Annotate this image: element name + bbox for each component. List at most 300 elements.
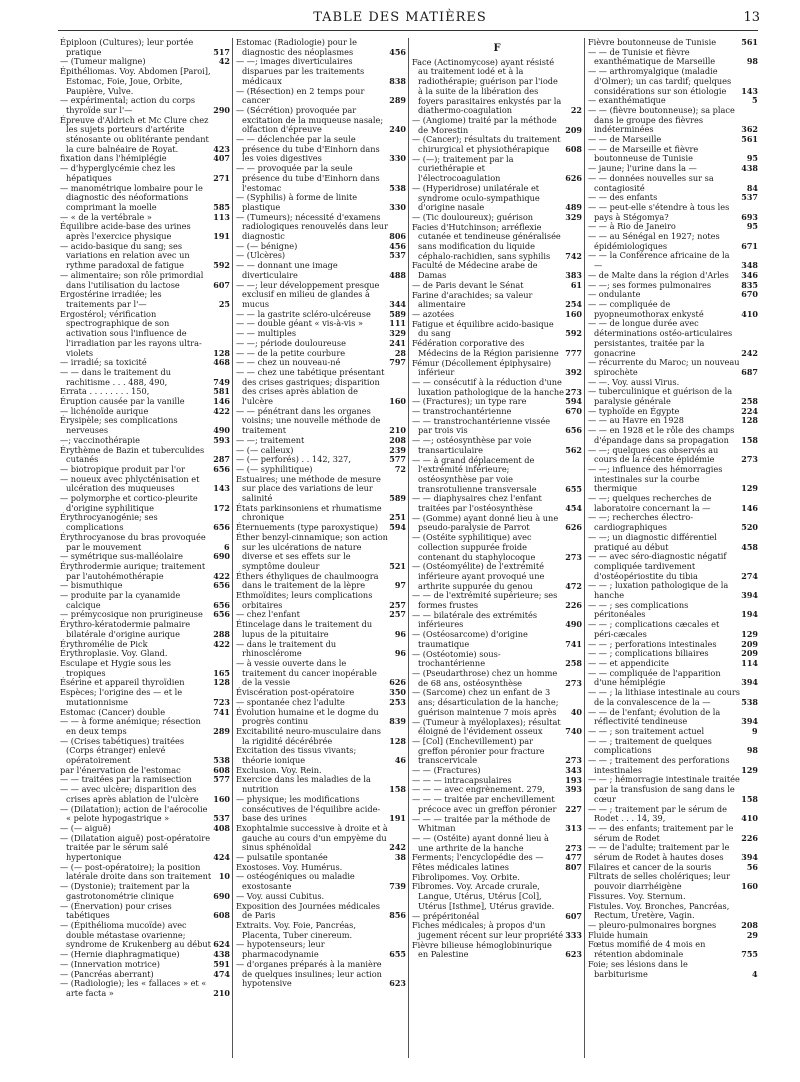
index-entry-text: — de Malte dans la région d'Arles xyxy=(588,269,729,280)
index-entry xyxy=(412,941,582,960)
index-entry xyxy=(412,921,582,940)
index-entry xyxy=(588,513,758,532)
page-reference: 690 xyxy=(213,890,230,901)
page-reference: 456 xyxy=(389,46,406,57)
page-title: TABLE DES MATIÈRES xyxy=(313,10,487,25)
page-reference: 626 xyxy=(565,173,582,184)
page-reference: 46 xyxy=(394,755,406,766)
index-entry-text: — —; ostéosynthèse par voie transarticulaire xyxy=(412,435,532,455)
index-entry xyxy=(588,775,758,804)
index-entry-text: — (Ulcères) xyxy=(236,250,286,261)
page-reference: 348 xyxy=(741,260,758,271)
index-entry-text: Fièvre bilieuse hémoglobinurique en Palestine xyxy=(412,939,552,960)
index-entry-text: Excitation des tissus vivants; théorie ionique xyxy=(236,745,357,766)
page-reference: 158 xyxy=(741,793,758,804)
page-reference: 129 xyxy=(741,483,758,494)
index-entry-text: Exposition des Journées médicales de Paris xyxy=(236,900,380,921)
page-reference: 490 xyxy=(565,619,582,630)
page-reference: 690 xyxy=(213,551,230,562)
page-reference: 454 xyxy=(565,503,582,514)
index-entry-text: Filaires et cancer de la souris xyxy=(588,861,712,872)
page-reference: 626 xyxy=(565,522,582,533)
index-column-4 xyxy=(588,38,758,979)
index-entry-text: Exophtalmie successive à droite et à gauche au cours d'un empyème du sinus sphénoïdal xyxy=(236,822,388,853)
index-entry xyxy=(588,446,758,465)
index-entry xyxy=(236,795,406,824)
index-entry-text: —; vaccinothérapie xyxy=(60,434,140,445)
index-entry-text: — — de longue durée avec déterminations ostéo-articulaires persistantes, traitée par la gonacrine xyxy=(588,318,733,358)
index-entry-text: Ergostérol; vérification spectrographique de son activation sous l'influence de l'irradiation par les rayons ultra-violets xyxy=(60,308,202,358)
page-reference: 561 xyxy=(741,37,758,47)
index-entry-text: — —; influence des hémorragies intestinales sur la courbe thermique xyxy=(588,463,723,494)
page-reference: 40 xyxy=(570,706,582,717)
page-reference: 287 xyxy=(213,454,230,465)
page-reference: 344 xyxy=(389,298,406,309)
index-entry xyxy=(236,746,406,765)
index-entry-text: Face (Actinomycose) ayant résisté au traitement iodé et à la radiothérapie; guérison par l'iode à la suite de la libération des foyers parasitaires enkystés par la diathermo-coagulation xyxy=(412,56,562,116)
index-entry xyxy=(588,494,758,513)
index-entry-text: Érythème de Bazin et tuberculides cutanés xyxy=(60,444,205,465)
page-reference: 128 xyxy=(213,347,230,358)
header-rule xyxy=(58,30,758,31)
index-entry-text: — — la Conférence africaine de la — xyxy=(588,250,730,271)
page-reference: 490 xyxy=(213,425,230,436)
index-entry-text: — — traitées par la ramisection xyxy=(60,774,192,785)
page-reference: 111 xyxy=(389,318,406,329)
page-reference: 160 xyxy=(213,793,230,804)
index-entry-text: — — ; complications cæcales et péri-cæcales xyxy=(588,619,720,639)
index-entry xyxy=(236,106,406,135)
index-entry xyxy=(588,756,758,775)
index-entry-text: — prépéritonéal xyxy=(412,910,480,921)
index-entry-text: — —. Voy. aussi Virus. xyxy=(588,376,680,387)
page-reference: 330 xyxy=(389,153,406,164)
index-entry-text: — manométrique lombaire pour le diagnostic des néoformations comprimant la moelle xyxy=(60,182,203,212)
index-entry-text: Étincelage dans le traitement du lupus de la pituitaire xyxy=(236,619,373,639)
index-entry xyxy=(60,290,230,309)
index-entry-text: — (Ostéosarcome) d'origine traumatique xyxy=(412,629,528,649)
index-entry-text: — — des enfants; traitement par le sérum de Rodet xyxy=(588,822,734,843)
index-entry-text: — — de l'adulte; traitement par le sérum de Rodet à hautes doses xyxy=(588,842,730,863)
page-reference: 253 xyxy=(389,696,406,707)
index-entry xyxy=(236,193,406,212)
page-reference: 343 xyxy=(565,765,582,776)
page-reference: 581 xyxy=(213,386,230,397)
page-reference: 226 xyxy=(741,832,758,843)
index-entry-text: — spontanée chez l'adulte xyxy=(236,696,345,707)
page-reference: 209 xyxy=(741,638,758,649)
index-entry xyxy=(236,921,406,940)
index-entry-text: — — à Rio de Janeiro xyxy=(588,221,676,232)
index-entry-text: — produite par la cyanamide calcique xyxy=(60,590,181,610)
index-entry-text: — (Énervation) pour crises tabétiques xyxy=(60,900,172,921)
index-entry xyxy=(588,902,758,921)
index-entry-text: — — ; son traitement actuel xyxy=(588,725,705,736)
page-reference: 210 xyxy=(389,425,406,436)
index-entry-text: — symétrique sus-malléolaire xyxy=(60,551,183,562)
index-entry-text: — (— perforés) . . 142, 327, xyxy=(236,454,351,465)
index-entry xyxy=(412,261,582,280)
index-entry xyxy=(412,630,582,649)
index-entry-text: — (Crises tabétiques) traitées (Corps étranger) enlevé opératoirement xyxy=(60,735,185,766)
index-entry-text: — — avec ulcère; disparition des crises après ablation de l'ulcère xyxy=(60,784,199,804)
index-entry-text: — — ; traitement des perforations intestinales xyxy=(588,755,730,775)
index-entry-text: Éther benzyl-cinnamique; son action sur les ulcérations de nature diverse et ses effets sur le symptôme douleur xyxy=(236,531,388,571)
page-reference: 146 xyxy=(213,396,230,407)
index-entry-text: — (Angiome) traité par la méthode de Morestin xyxy=(412,114,557,135)
index-entry-text: Fatigue et équilibre acido-basique du sang xyxy=(412,318,554,339)
page-reference: 38 xyxy=(394,852,406,863)
page-reference: 589 xyxy=(389,308,406,319)
index-column-1 xyxy=(60,38,230,999)
page-reference: 474 xyxy=(213,968,230,979)
page-reference: 329 xyxy=(565,211,582,222)
page-reference: 797 xyxy=(389,357,406,368)
index-entry-text: — — compliquée de pyopneumothorax enkysté xyxy=(588,298,704,319)
index-entry xyxy=(60,921,230,950)
index-entry-text: — (— post-opératoire); la position latérale droite dans son traitement xyxy=(60,861,212,882)
page-reference: 577 xyxy=(213,774,230,785)
index-entry xyxy=(412,417,582,436)
page-reference: 656 xyxy=(213,599,230,610)
page-reference: 146 xyxy=(741,502,758,513)
page-reference: 158 xyxy=(389,784,406,795)
index-entry xyxy=(60,271,230,290)
index-entry xyxy=(60,310,230,359)
index-entry-text: — irradié; sa toxicité xyxy=(60,357,147,368)
index-entry xyxy=(236,620,406,639)
page-reference: 330 xyxy=(389,201,406,212)
index-entry-text: — (Sécrétion) provoquée par excitation de la muqueuse nasale; olfaction d'épreuve xyxy=(236,104,384,135)
index-entry-text: Fémur (Décollement épiphysaire) inférieur xyxy=(412,357,552,378)
index-entry xyxy=(60,620,230,639)
index-entry xyxy=(60,805,230,824)
page-reference: 423 xyxy=(213,143,230,154)
index-entry xyxy=(60,446,230,465)
page-reference: 723 xyxy=(213,696,230,707)
index-entry-text: Épiploon (Cultures); leur portée pratique xyxy=(60,37,194,57)
index-entry-text: — (Dilatation aiguë) post-opératoire traitée par le sérum salé hypertonique xyxy=(60,832,211,863)
index-entry xyxy=(412,494,582,513)
column-divider xyxy=(232,38,233,1058)
index-entry xyxy=(236,591,406,610)
index-entry-text: — —; traitement xyxy=(236,434,305,445)
page-reference: 95 xyxy=(746,221,758,232)
page-reference: 258 xyxy=(565,658,582,669)
index-entry xyxy=(60,513,230,532)
index-entry-text: — — — intracapsulaires xyxy=(412,774,512,785)
index-entry xyxy=(588,358,758,377)
page-reference: 671 xyxy=(741,240,758,251)
page-reference: 687 xyxy=(741,366,758,377)
index-entry-text: — exanthématique xyxy=(588,95,666,106)
index-entry xyxy=(236,135,406,164)
page-reference: 350 xyxy=(389,687,406,698)
page-reference: 191 xyxy=(213,231,230,242)
index-entry xyxy=(412,882,582,911)
page-reference: 623 xyxy=(389,978,406,989)
page-reference: 656 xyxy=(213,522,230,533)
index-entry xyxy=(236,57,406,86)
index-entry-text: — — multiples xyxy=(236,328,297,339)
index-entry-text: Foie; ses lésions dans le barbiturisme xyxy=(588,958,688,979)
index-entry-text: — (Tumeur maligne) xyxy=(60,56,146,67)
page-reference: 422 xyxy=(213,405,230,416)
index-entry-text: par l'énervation de l'estomac xyxy=(60,764,181,775)
page-reference: 538 xyxy=(741,696,758,707)
page-reference: 394 xyxy=(741,677,758,688)
index-entry xyxy=(588,48,758,67)
index-entry xyxy=(412,514,582,533)
index-entry xyxy=(60,882,230,901)
index-entry-text: — —; leur développement presque exclusif en milieu de glandes à mucus xyxy=(236,279,380,309)
index-entry-text: Fistules. Voy. Bronches, Pancréas, Rectum, Uretère, Vagin. xyxy=(588,900,730,921)
index-entry-text: — — ; complications biliaires xyxy=(588,648,709,659)
index-entry xyxy=(236,960,406,989)
page-reference: 438 xyxy=(213,949,230,960)
page-reference: 594 xyxy=(389,522,406,533)
index-entry-text: — — de l'enfant; évolution de la réflectivité tendineuse xyxy=(588,706,721,727)
page-reference: 410 xyxy=(741,308,758,319)
index-entry-text: — — bilatérale des extrémités inférieures xyxy=(412,609,538,630)
page-reference: 288 xyxy=(213,628,230,639)
index-entry xyxy=(236,504,406,523)
index-entry xyxy=(60,863,230,882)
page-reference: 458 xyxy=(741,541,758,552)
page-reference: 258 xyxy=(741,396,758,407)
index-entry xyxy=(236,940,406,959)
page-reference: 592 xyxy=(565,328,582,339)
page-reference: 538 xyxy=(213,755,230,766)
index-entry-text: — (Cancer); résultats du traitement chirurgical et physiothérapique xyxy=(412,134,561,155)
index-entry-text: — —; quelques recherches de laboratoire concernant la — xyxy=(588,493,712,513)
column-divider xyxy=(408,38,409,1058)
page-reference: 741 xyxy=(213,706,230,717)
index-entry-text: — transtrochantérienne xyxy=(412,406,512,417)
page-reference: 10 xyxy=(218,871,230,882)
page-reference: 670 xyxy=(741,289,758,300)
index-entry-text: Ergostérine irradiée; les traitements par l'— xyxy=(60,289,162,309)
page-reference: 755 xyxy=(741,949,758,960)
index-entry-text: — (Sarcome) chez un enfant de 3 ans; désarticulation de la hanche; guérison maintenue 7 mois après xyxy=(412,687,559,717)
index-entry xyxy=(412,436,582,455)
index-entry-text: — —; période douloureuse xyxy=(236,337,346,348)
index-entry-text: — (— calleux) xyxy=(236,444,294,455)
index-entry xyxy=(60,184,230,213)
page-reference: 468 xyxy=(213,357,230,368)
index-entry-text: Excitabilité neuro-musculaire dans la rigidité décérébrée xyxy=(236,725,381,746)
index-entry-text: Esculape et Hygie sous les tropiques xyxy=(60,658,171,678)
page-reference: 521 xyxy=(389,560,406,571)
index-entry-text: Érythro-kératodermie palmaire bilatérale d'origine aurique xyxy=(60,619,191,639)
index-entry xyxy=(588,620,758,639)
page-reference: 208 xyxy=(741,919,758,930)
index-entry xyxy=(588,232,758,251)
index-entry xyxy=(412,562,582,591)
index-entry xyxy=(588,737,758,756)
page-reference: 95 xyxy=(746,153,758,164)
page-reference: 114 xyxy=(741,658,758,668)
index-entry-text: — — — avec engrènement. 279, xyxy=(412,784,545,795)
page-number: 13 xyxy=(743,10,760,25)
index-entry-text: Érythrocyanogénie; ses complications xyxy=(60,512,158,533)
index-entry-text: — pleuro-pulmonaires borgnes xyxy=(588,919,717,930)
page-reference: 408 xyxy=(213,822,230,833)
index-entry-text: — — et appendicite xyxy=(588,658,669,668)
page-reference: 477 xyxy=(565,852,582,863)
index-entry-text: — — arthromyalgique (maladie d'Olmer); un cas tardif; quelques considérations sur son étiologie xyxy=(588,66,732,96)
index-entry-text: — typhoïde en Égypte xyxy=(588,405,680,416)
index-entry xyxy=(588,843,758,862)
page-reference: 626 xyxy=(389,677,406,688)
page-reference: 242 xyxy=(741,347,758,358)
index-entry-text: — — de Tunisie et fièvre exanthématique de Marseille xyxy=(588,46,716,67)
page-reference: 98 xyxy=(746,56,758,67)
index-entry-text: — prémycosique non prurigineuse xyxy=(60,609,203,620)
index-entry-text: — hypotenseurs; leur pharmacodynamie xyxy=(236,939,325,960)
index-entry-text: — — double géant « vis-à-vis » xyxy=(236,318,363,329)
index-entry-text: — (Hyperidrose) unilatérale et syndrome oculo-sympathique d'origine nasale xyxy=(412,182,540,213)
page-reference: 128 xyxy=(213,677,230,688)
index-entry-text: — (Ostéotomie) sous-trochantérienne xyxy=(412,648,501,669)
index-entry-text: — — diaphysaires chez l'enfant traitées par l'ostéosynthèse xyxy=(412,493,542,514)
index-entry-text: Errata . . . . . . . . 150, xyxy=(60,386,150,397)
index-entry-text: Facies d'Hutchinson; arréflexie cutanée et tendineuse généralisée sans modification du liquide céphalo-rachidien, sans syphilis xyxy=(412,221,561,261)
page-reference: 194 xyxy=(741,609,758,620)
page-reference: 742 xyxy=(565,250,582,261)
page-reference: 158 xyxy=(741,434,758,445)
index-entry xyxy=(236,640,406,659)
index-entry-text: Filtrats de selles cholériques; leur pouvoir diarrhéigène xyxy=(588,871,731,892)
index-entry xyxy=(236,872,406,891)
page-reference: 129 xyxy=(741,764,758,775)
index-entry xyxy=(588,601,758,620)
page-reference: 172 xyxy=(213,502,230,513)
index-entry-text: — — — traitée par enchevillement précoce avec un greffon péronier xyxy=(412,794,557,814)
index-entry xyxy=(588,67,758,96)
page-reference: 25 xyxy=(218,298,230,309)
index-entry xyxy=(588,387,758,406)
page-reference: 488 xyxy=(389,269,406,280)
index-entry-text: — lichénoïde aurique xyxy=(60,405,149,416)
index-entry xyxy=(588,552,758,581)
index-entry-text: — —; un diagnostic différentiel pratiqué au début xyxy=(588,531,717,552)
index-entry-text: — — de la petite courbure xyxy=(236,347,346,358)
page-reference: 56 xyxy=(746,861,758,872)
index-entry-text: Exercice dans les maladies de la nutrition xyxy=(236,774,371,795)
page-reference: 392 xyxy=(565,367,582,378)
index-entry-text: Estomac (Cancer) double xyxy=(60,706,166,717)
index-entry-text: — — à grand déplacement de l'extrémité inférieure; ostéosynthèse par voie transrotulienne transversale xyxy=(412,454,537,494)
index-entry-text: — — avec séro-diagnostic négatif compliquée tardivement d'ostéopériostite du tibia xyxy=(588,551,727,581)
page-reference: 271 xyxy=(213,172,230,183)
index-entry xyxy=(60,591,230,610)
index-entry-text: — tuberculinique et guérison de la paralysie générale xyxy=(588,386,733,407)
page-reference: 22 xyxy=(570,105,582,116)
index-entry-text: — — — traitée par la méthode de Whitman xyxy=(412,813,551,834)
index-entry-text: — polymorphe et cortico-pleurite d'origine syphilitique xyxy=(60,493,198,513)
index-entry xyxy=(412,359,582,378)
index-entry xyxy=(412,650,582,669)
index-entry xyxy=(60,116,230,155)
index-entry-text: — — la gastrite scléro-ulcéreuse xyxy=(236,308,371,319)
index-entry-text: — (Résection) en 2 temps pour cancer xyxy=(236,85,365,106)
index-entry xyxy=(412,339,582,358)
index-entry xyxy=(60,67,230,96)
index-entry-text: Éruption causée par la vanille xyxy=(60,396,185,407)
page-reference: 383 xyxy=(565,270,582,281)
page-reference: 806 xyxy=(389,231,406,242)
page-reference: 239 xyxy=(389,444,406,455)
index-entry-text: — bismuthique xyxy=(60,580,123,591)
index-entry-text: — — donnant une image diverticulaire xyxy=(236,260,338,280)
index-entry-text: — — de Marseille et fièvre boutonneuse de Tunisie xyxy=(588,143,699,164)
index-column-3 xyxy=(412,38,582,960)
index-entry xyxy=(588,106,758,135)
index-entry-text: — — de l'extrémité supérieure; ses formes frustes xyxy=(412,590,558,611)
index-entry xyxy=(60,242,230,271)
index-entry xyxy=(412,688,582,717)
index-entry-text: — — ; la lithiase intestinale au cours de la convalescence de la — xyxy=(588,687,741,707)
page-reference: 160 xyxy=(741,881,758,892)
index-entry xyxy=(588,465,758,494)
index-entry xyxy=(588,581,758,600)
page-reference: 160 xyxy=(565,308,582,319)
index-entry-text: — —; images diverticulaires disparues par les traitements médicaux xyxy=(236,56,365,86)
index-entry-text: — — pénétrant dans les organes voisins; une nouvelle méthode de traitement xyxy=(236,405,381,436)
page-reference: 210 xyxy=(213,987,230,998)
index-entry xyxy=(236,407,406,436)
index-entry-text: — à vessie ouverte dans le traitement du cancer inopérable de la vessie xyxy=(236,658,377,688)
index-entry-text: — azotées xyxy=(412,308,455,319)
index-entry-text: — —; recherches électro-cardiographiques xyxy=(588,512,694,533)
index-entry xyxy=(236,475,406,504)
index-entry xyxy=(60,38,230,57)
page-reference: 489 xyxy=(565,202,582,213)
page-reference: 273 xyxy=(565,755,582,766)
index-entry xyxy=(412,184,582,213)
page-reference: 289 xyxy=(213,725,230,736)
page-reference: 193 xyxy=(565,774,582,785)
index-entry xyxy=(236,775,406,794)
index-entry xyxy=(60,834,230,863)
page-reference: 410 xyxy=(741,813,758,824)
index-entry-text: — (Tumeurs); nécessité d'examens radiologiques renouvelés dans leur diagnostic xyxy=(236,211,388,242)
index-entry xyxy=(60,368,230,387)
index-entry xyxy=(412,669,582,688)
index-entry-text: — — au Havre en 1928 xyxy=(588,415,684,426)
page-reference: 422 xyxy=(213,638,230,649)
index-entry-text: Érythromélie de Pick xyxy=(60,638,148,649)
index-entry-text: — — compliquée de l'apparition d'une hémiplégie xyxy=(588,667,721,688)
index-entry-text: — — chez une tabétique présentant des crises gastriques; disparition des crises après ablation de l'ulcère xyxy=(236,366,385,407)
page-reference: 739 xyxy=(389,881,406,892)
page-reference: 274 xyxy=(741,570,758,581)
index-entry: — exanthématique 5 xyxy=(588,95,758,106)
index-entry xyxy=(60,475,230,494)
index-entry-text: — — peut-elle s'étendre à tous les pays à Stégomya? xyxy=(588,201,730,222)
page-reference: 537 xyxy=(389,250,406,261)
index-entry-text: — (Pseudarthrose) chez un homme de 68 ans, ostéosynthèse xyxy=(412,668,558,688)
index-entry-text: — alimentaire; son rôle primordial dans l'utilisation du lactose xyxy=(60,269,204,290)
page-reference: 209 xyxy=(565,124,582,135)
index-entry-text: Ferments; l'encyclopédie des — xyxy=(412,852,544,863)
page-reference: 346 xyxy=(741,269,758,280)
page-reference: 129 xyxy=(741,628,758,639)
page-reference: 592 xyxy=(213,260,230,271)
page-reference: 807 xyxy=(565,862,582,873)
index-entry xyxy=(236,38,406,57)
